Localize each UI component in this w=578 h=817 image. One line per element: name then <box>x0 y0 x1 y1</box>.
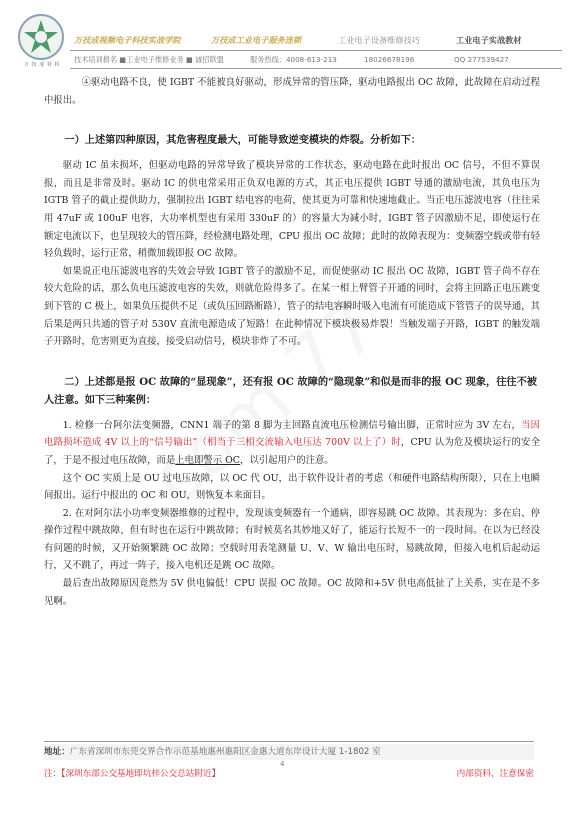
nav-item-academy[interactable]: 万技成视频电子科技实战学院 <box>74 35 181 45</box>
section-heading-1: 一）上述第四种原因，其危害程度最大，可能导致逆变模块的炸裂。分析如下： <box>64 134 421 147</box>
hotline: 服务热线：4008-613-213 <box>250 55 337 64</box>
address-text: 广东省深圳市东莞交界合作示范基地惠州惠阳区金惠大道东岸设计大厦 1-1802 室 <box>69 747 381 757</box>
highlight-red: 当因电路损坏造成 4V 以上的“信号输出”（相当于三相交流输入电压达 700V 以上了）时 <box>44 419 540 449</box>
confidential-note: 内部资料，注意保密 <box>456 769 534 779</box>
text-run: ，以引起用户的注意。 <box>239 454 334 466</box>
header-rule-bottom <box>70 68 562 69</box>
text-run: ，CPU 认为危及模块运行的安全了，于是不报过电压故障，而是 <box>44 437 540 466</box>
location-note: 注：【深圳东部公交基地即坑梓公交总站附近】 <box>44 769 221 779</box>
text-run: 1. 检修一台阿尔法变频器，CNN1 端子的第 8 脚为主回路直流电压检测信号输出脚，正常时应为 3V 左右， <box>62 419 522 431</box>
phone: 18026678196 <box>364 55 415 64</box>
paragraph: 这个 OC 实质上是 OU 过电压故障，以 OC 代 OU，出于软件设计者的考虑（和硬件电路结构所限），只在上电瞬间报出。运行中报出的 OC 和 OU，则恢复本来面目。 <box>44 472 540 502</box>
nav-item-service-chain[interactable]: 万技成工业电子服务连锁 <box>211 35 302 45</box>
paragraph: 驱动 IC 虽未损坏，但驱动电路的异常导致了模块异常的工作状态，驱动电路在此时报出 OC 信号，不但不算误报，而且是非常及时。驱动 IC 的供电常采用正负双电源的方式，其正电压提供 IGBT 导通的激励电流，其负电压为 IGTB 管子的截止提供助力，强制拉出 IGBT 结电容的电荷，使其更为可靠和快速地截止。当正电压滤波电容（往往采用 47uF 或 100uF 电容，大功率机型也有采用 330uF 的）的容量大为减小时，IGBT 管子因激励不足，即使运行在额定电流以下，也呈现较大的管压降，经检测电路处理，CPU 报出 OC 故障；此时的故障表现为：变频器空载或带有轻轻负载时，运行正常，稍微加载即报 OC 故障。 <box>44 160 540 260</box>
section-heading-2: 二）上述都是报 OC 故障的“显现象”，还有报 OC 故障的“隐现象”和似是而非的报 OC 现象，往往不被人注意。如下三种案例： <box>44 375 537 406</box>
paragraph-case-2: 2. 在对阿尔法小功率变频器维修的过程中，发现该变频器有一个通病，即容易跳 OC 故障。其表现为：多在启、停操作过程中跳故障，但有时也在运行中跳故障；有时候莫名其妙地又好了，能运行长短不一的一段时间。在以为已经没有问题的时候，又开始频繁跳 OC 故障；空载时用表笔测量 U、V、W 输出电压时，易跳故障，但接入电机后起动运行，又不跳了，再过一阵子，接入电机还是跳 OC 故障。 <box>44 507 540 572</box>
nav-item-repair-tips[interactable]: 工业电子设备维修技巧 <box>338 35 420 45</box>
header-rule-top <box>70 50 562 51</box>
nav-item-textbook[interactable]: 工业电子实战教材 <box>456 35 522 45</box>
address-label: 地址： <box>44 747 70 757</box>
footer-address <box>44 744 534 760</box>
qq: QQ 277539427 <box>454 55 509 64</box>
document-body <box>44 74 540 610</box>
page-header <box>0 0 578 72</box>
logo-caption: 万 技 成 材 料 <box>24 62 60 68</box>
subnav-links[interactable]: 技术培训报名 ■工业电子维修业务 ■ 诚招联盟 <box>74 55 224 64</box>
paragraph: 如果说正电压滤波电容的失效会导致 IGBT 管子的激励不足，而促使驱动 IC 报出 OC 故障，IGBT 管子尚不存在较大危险的话，那么负电压滤波电容的失效，则就危险得多了。在某一相上臂管子开通的同时，会将主回路正电压跳变到下管的 C 极上，如果负压提供不足（或负压回路断路），管子的结电容瞬时吸入电流有可能造成下管管子的误导通，其后果是两只共通的管子对 530V 直流电源造成了短路！在此种情况下模块极易炸裂！当触发端子开路，IGBT 的触发端子开路时，危害则更为直接，接受启动信号，模块非炸了不可。 <box>44 265 540 348</box>
paragraph-case-1 <box>44 417 540 470</box>
footer-rule <box>44 741 534 742</box>
star-logo-icon <box>20 16 62 58</box>
underlined-text: 上电即警示 OC <box>175 454 240 466</box>
paragraph: 最后查出故障原因竟然为 5V 供电偏低！CPU 误报 OC 故障。OC 故障和+5V 供电高低扯了上关系，实在是不多见啊。 <box>44 578 540 607</box>
footer-note <box>44 766 534 782</box>
paragraph: ④驱动电路不良，使 IGBT 不能被良好驱动，形成异常的管压降，驱动电路报出 OC 故障，此故障在启动过程中报出。 <box>44 77 540 106</box>
page-number: 4 <box>280 760 285 768</box>
company-logo <box>18 14 64 60</box>
